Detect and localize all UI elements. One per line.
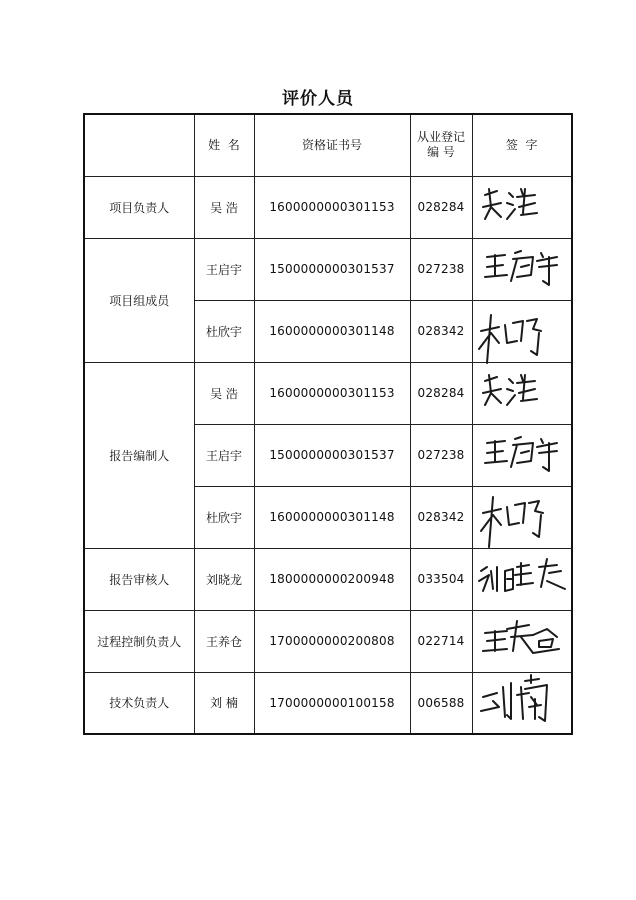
reg-number: 027238 — [410, 424, 472, 486]
table-header-row — [84, 114, 572, 176]
cert-number: 1800000000200948 — [254, 548, 410, 610]
staff-name: 王启宇 — [194, 424, 254, 486]
signature-wang-qiyu — [477, 235, 567, 295]
staff-name: 吴 浩 — [194, 176, 254, 238]
staff-table — [83, 113, 573, 735]
signature-du-xinyu — [477, 297, 567, 367]
header-role — [84, 114, 194, 176]
role-project-members: 项目组成员 — [84, 238, 194, 362]
signature-cell — [472, 548, 572, 610]
role-project-lead: 项目负责人 — [84, 176, 194, 238]
reg-number: 028284 — [410, 362, 472, 424]
table-row — [84, 610, 572, 672]
signature-cell — [472, 238, 572, 300]
cert-number: 1500000000301537 — [254, 238, 410, 300]
role-report-writers: 报告编制人 — [84, 362, 194, 548]
cert-number: 1600000000301148 — [254, 300, 410, 362]
header-sign: 签 字 — [472, 114, 572, 176]
cert-number: 1700000000200808 — [254, 610, 410, 672]
cert-number: 1600000000301153 — [254, 362, 410, 424]
reg-number: 006588 — [410, 672, 472, 734]
signature-du-xinyu — [477, 483, 567, 553]
role-report-reviewer: 报告审核人 — [84, 548, 194, 610]
signature-cell — [472, 176, 572, 238]
header-name: 姓 名 — [194, 114, 254, 176]
cert-number: 1600000000301148 — [254, 486, 410, 548]
reg-number: 022714 — [410, 610, 472, 672]
signature-liu-nan — [477, 669, 577, 729]
staff-name: 王养仓 — [194, 610, 254, 672]
header-reg-label: 从业登记编 号 — [416, 130, 465, 160]
signature-wu-hao — [477, 359, 567, 419]
signature-cell — [472, 362, 572, 424]
table-row — [84, 238, 572, 300]
page-title: 评价人员 — [282, 89, 354, 109]
header-reg — [410, 114, 472, 176]
staff-name: 刘晓龙 — [194, 548, 254, 610]
header-cert: 资格证书号 — [254, 114, 410, 176]
table-row — [84, 672, 572, 734]
reg-number: 033504 — [410, 548, 472, 610]
table-row — [84, 176, 572, 238]
reg-number: 028342 — [410, 300, 472, 362]
signature-cell — [472, 486, 572, 548]
table-row — [84, 362, 572, 424]
staff-name: 吴 浩 — [194, 362, 254, 424]
table-row — [84, 548, 572, 610]
signature-cell — [472, 672, 572, 734]
signature-liu-xiaolong — [477, 545, 577, 605]
signature-cell — [472, 300, 572, 362]
cert-number: 1700000000100158 — [254, 672, 410, 734]
reg-number: 027238 — [410, 238, 472, 300]
signature-cell — [472, 610, 572, 672]
cert-number: 1600000000301153 — [254, 176, 410, 238]
staff-name: 王启宇 — [194, 238, 254, 300]
signature-wu-hao — [477, 173, 567, 233]
signature-cell — [472, 424, 572, 486]
role-process-control-lead: 过程控制负责人 — [84, 610, 194, 672]
cert-number: 1500000000301537 — [254, 424, 410, 486]
staff-name: 杜欣宇 — [194, 486, 254, 548]
staff-name: 杜欣宇 — [194, 300, 254, 362]
signature-wang-qiyu — [477, 421, 567, 481]
staff-name: 刘 楠 — [194, 672, 254, 734]
reg-number: 028284 — [410, 176, 472, 238]
signature-wang-yangcang — [477, 607, 577, 667]
reg-number: 028342 — [410, 486, 472, 548]
role-technical-lead: 技术负责人 — [84, 672, 194, 734]
